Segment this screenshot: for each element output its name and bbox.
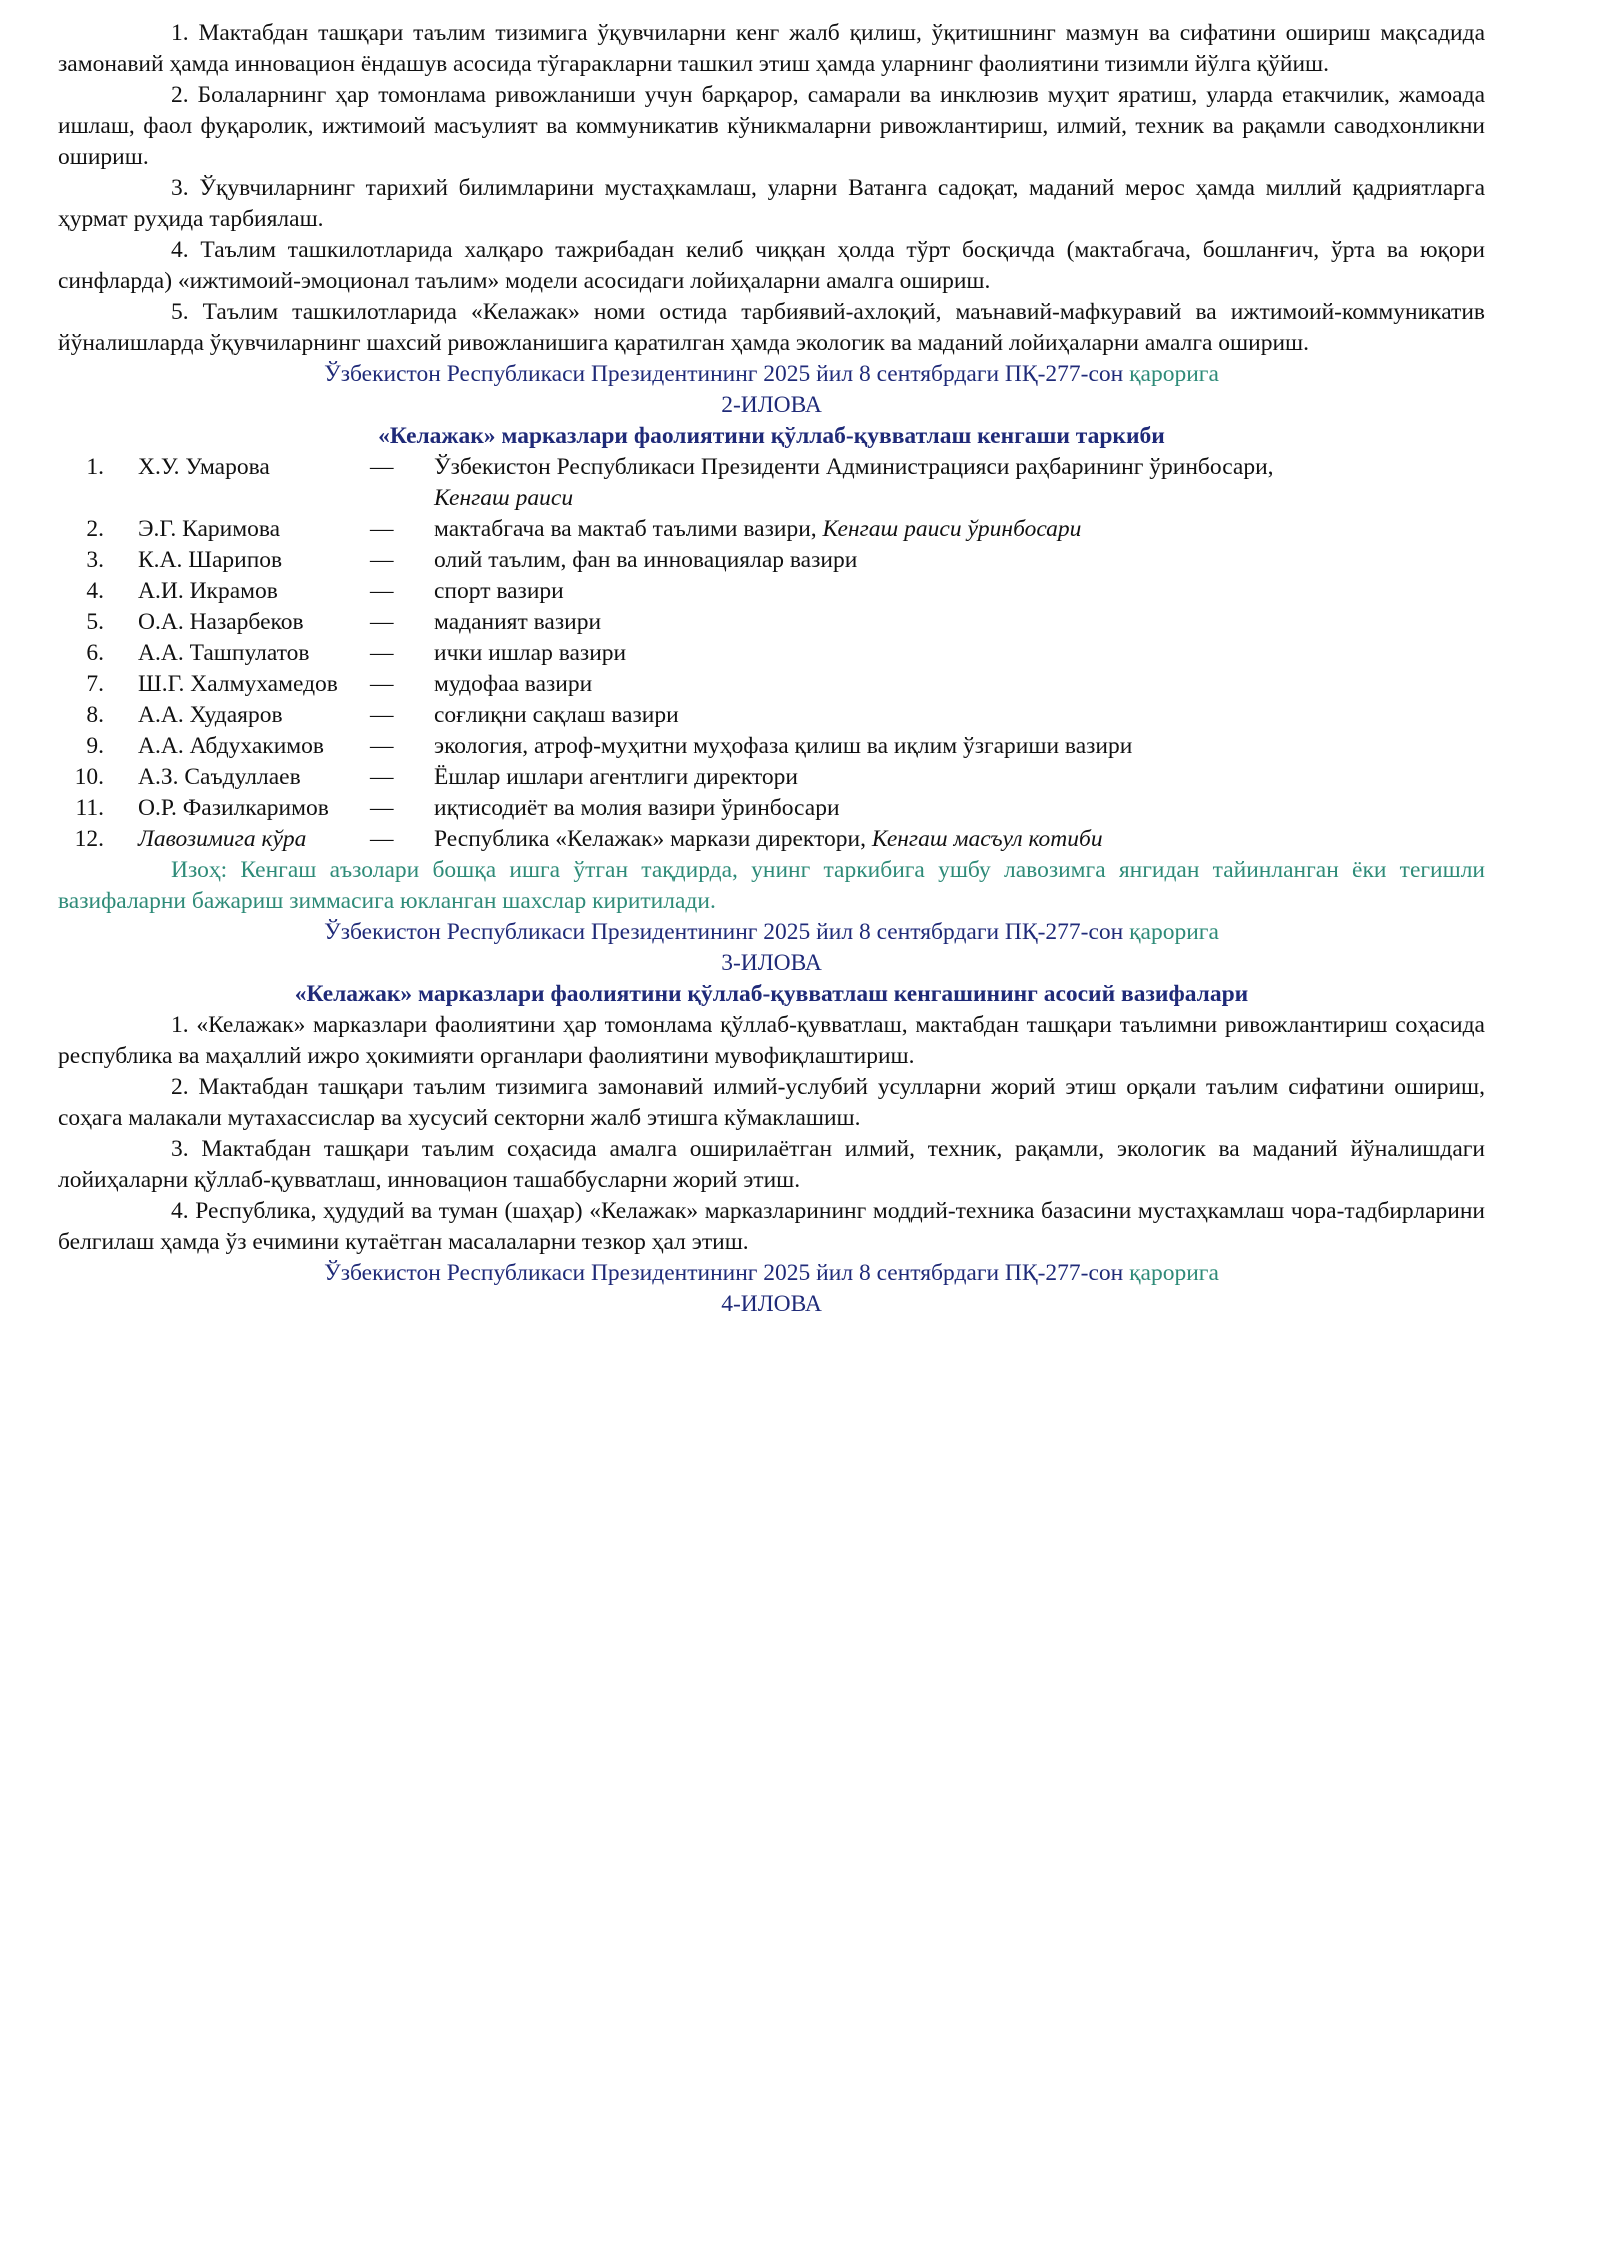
member-number: 10.	[74, 764, 104, 790]
annex-3-item-1: 1. «Келажак» марказлари фаолиятини ҳар томонлама қўллаб-қувватлаш, мактабдан ташқари таълимни ривожлантириш соҳасида республика ва маҳаллий ижро ҳокимияти органлари фаолиятини мувофиқлаштириш.	[58, 1012, 1485, 1069]
member-position: ички ишлар вазири	[434, 640, 627, 666]
member-number: 5.	[86, 609, 104, 635]
member-position: Ёшлар ишлари агентлиги директори	[434, 764, 798, 790]
member-position: спорт вазири	[434, 578, 564, 604]
member-number: 11.	[75, 795, 104, 821]
member-number: 8.	[86, 702, 104, 728]
member-position: Республика «Келажак» маркази директори,	[434, 826, 866, 852]
annex-4-reference-text: Ўзбекистон Республикаси Президентининг 2025 йил 8 сентябрдаги ПҚ-277-сон	[324, 1260, 1124, 1286]
council-member-row	[58, 762, 1485, 793]
member-dash: —	[370, 702, 394, 728]
member-dash: —	[370, 826, 394, 852]
member-name: Лавозимига кўра	[138, 826, 307, 852]
council-member-row	[58, 793, 1485, 824]
member-position-cell	[434, 824, 1485, 855]
member-position: иқтисодиёт ва молия вазири ўринбосари	[434, 795, 840, 821]
member-name: К.А. Шарипов	[138, 547, 283, 573]
council-member-row	[58, 669, 1485, 700]
member-dash: —	[370, 671, 394, 697]
member-number: 3.	[86, 547, 104, 573]
member-position-cell	[434, 576, 1485, 607]
annex-3-decree-link[interactable]: қарорига	[1129, 919, 1219, 945]
member-name: А.З. Саъдуллаев	[138, 764, 301, 790]
member-position: Ўзбекистон Республикаси Президенти Администрацияси раҳбарининг ўринбосари,	[434, 454, 1274, 480]
member-position-cell	[434, 638, 1485, 669]
member-council-role: Кенгаш раиси ўринбосари	[822, 516, 1082, 542]
member-position: соғлиқни сақлаш вазири	[434, 702, 679, 728]
intro-item-2: 2. Болаларнинг ҳар томонлама ривожланиши учун барқарор, самарали ва инклюзив муҳит яратиш, уларда етакчилик, жамоада ишлаш, фаол фуқаролик, ижтимоий масъулият ва коммуникатив кўникмаларни ривожлантириш, илмий, техник ва рақамли саводхонликни ошириш.	[58, 82, 1485, 170]
annex-3-item-2: 2. Мактабдан ташқари таълим тизимига замонавий илмий-услубий усулларни жорий этиш орқали таълим сифатини ошириш, соҳага малакали мутахассислар ва хусусий секторни жалб этишга кўмаклашиш.	[58, 1074, 1485, 1131]
member-name: А.А. Худаяров	[138, 702, 283, 728]
annex-2-note: Изоҳ: Кенгаш аъзолари бошқа ишга ўтган тақдирда, унинг таркибига ушбу лавозимга янгидан тайинланган ёки тегишли вазифаларни бажариш зиммасига юкланган шахслар киритилади.	[58, 857, 1485, 914]
member-name: А.А. Ташпулатов	[138, 640, 310, 666]
council-member-row	[58, 638, 1485, 669]
annex-2-reference-text: Ўзбекистон Республикаси Президентининг 2025 йил 8 сентябрдаги ПҚ-277-сон	[324, 361, 1124, 387]
member-dash: —	[370, 516, 394, 542]
member-position: олий таълим, фан ва инновациялар вазири	[434, 547, 858, 573]
member-position: маданият вазири	[434, 609, 602, 635]
annex-3-number: 3-ИЛОВА	[721, 950, 822, 976]
council-member-row	[58, 731, 1485, 762]
annex-3	[58, 917, 1485, 1258]
member-dash: —	[370, 640, 394, 666]
member-position: экология, атроф-муҳитни муҳофаза қилиш ва иқлим ўзгариши вазири	[434, 733, 1133, 759]
member-number: 4.	[86, 578, 104, 604]
council-member-row	[58, 576, 1485, 607]
member-dash: —	[370, 795, 394, 821]
member-number: 7.	[86, 671, 104, 697]
member-dash: —	[370, 733, 394, 759]
member-name: Э.Г. Каримова	[138, 516, 281, 542]
member-dash: —	[370, 454, 394, 480]
council-member-row	[58, 514, 1485, 545]
member-number: 1.	[86, 454, 104, 480]
member-dash: —	[370, 764, 394, 790]
member-position-cell	[434, 514, 1485, 545]
annex-2-number: 2-ИЛОВА	[721, 392, 822, 418]
intro-item-4: 4. Таълим ташкилотларида халқаро тажрибадан келиб чиққан ҳолда тўрт босқичда (мактабгача, бошланғич, ўрта ва юқори синфларда) «ижтимоий-эмоционал таълим» модели асосидаги лойиҳаларни амалга ошириш.	[58, 237, 1485, 294]
member-number: 6.	[86, 640, 104, 666]
member-position-cell	[434, 545, 1485, 576]
member-name: А.И. Икрамов	[138, 578, 278, 604]
annex-4-number: 4-ИЛОВА	[721, 1291, 822, 1317]
council-members-list	[58, 452, 1485, 855]
member-council-role: Кенгаш масъул котиби	[871, 826, 1103, 852]
member-position: мудофаа вазири	[434, 671, 593, 697]
intro-item-3: 3. Ўқувчиларнинг тарихий билимларини мустаҳкамлаш, уларни Ватанга садоқат, маданий мерос ҳамда миллий қадриятларга ҳурмат руҳида тарбиялаш.	[58, 175, 1485, 232]
annex-2	[58, 359, 1485, 917]
member-dash: —	[370, 578, 394, 604]
annex-3-item-3: 3. Мактабдан ташқари таълим соҳасида амалга оширилаётган илмий, техник, рақамли, экологик ва маданий йўналишдаги лойиҳаларни қўллаб-қувватлаш, инновацион ташаббусларни жорий этиш.	[58, 1136, 1485, 1193]
member-position-cell	[434, 452, 1485, 514]
council-member-row	[58, 824, 1485, 855]
annex-2-reference	[58, 359, 1485, 390]
intro-items	[58, 18, 1485, 359]
member-number: 12.	[74, 826, 104, 852]
member-dash: —	[370, 609, 394, 635]
member-number: 9.	[86, 733, 104, 759]
annex-3-reference	[58, 917, 1485, 948]
member-position-cell	[434, 793, 1485, 824]
annex-3-reference-text: Ўзбекистон Республикаси Президентининг 2025 йил 8 сентябрдаги ПҚ-277-сон	[324, 919, 1124, 945]
member-position-cell	[434, 669, 1485, 700]
annex-4	[58, 1258, 1485, 1320]
member-position-cell	[434, 700, 1485, 731]
annex-3-item-4: 4. Республика, ҳудудий ва туман (шаҳар) «Келажак» марказларининг моддий-техника базасини мустаҳкамлаш чора-тадбирларини белгилаш ҳамда ўз ечимини кутаётган масалаларни тезкор ҳал этиш.	[58, 1198, 1485, 1255]
member-name: А.А. Абдухакимов	[138, 733, 325, 759]
member-position-cell	[434, 762, 1485, 793]
intro-item-1: 1. Мактабдан ташқари таълим тизимига ўқувчиларни кенг жалб қилиш, ўқитишнинг мазмун ва сифатини ошириш мақсадида замонавий ҳамда инновацион ёндашув асосида тўгаракларни ташкил этиш ҳамда уларнинг фаолиятини тизимли йўлга қўйиш.	[58, 20, 1485, 77]
annex-2-decree-link[interactable]: қарорига	[1129, 361, 1219, 387]
annex-4-decree-link[interactable]: қарорига	[1129, 1260, 1219, 1286]
council-member-row	[58, 700, 1485, 731]
council-member-row	[58, 545, 1485, 576]
member-council-role: Кенгаш раиси	[434, 485, 574, 511]
annex-4-reference	[58, 1258, 1485, 1289]
member-number: 2.	[86, 516, 104, 542]
member-name: Ш.Г. Халмухамедов	[138, 671, 338, 697]
annex-3-title: «Келажак» марказлари фаолиятини қўллаб-қувватлаш кенгашининг асосий вазифалари	[294, 981, 1249, 1007]
member-name: О.А. Назарбеков	[138, 609, 304, 635]
member-name: Х.У. Умарова	[138, 454, 270, 480]
member-position: мактабгача ва мактаб таълими вазири,	[434, 516, 817, 542]
council-member-row	[58, 452, 1485, 514]
annex-2-title: «Келажак» марказлари фаолиятини қўллаб-қувватлаш кенгаши таркиби	[378, 423, 1165, 449]
member-name: О.Р. Фазилкаримов	[138, 795, 329, 821]
member-dash: —	[370, 547, 394, 573]
council-members-table	[58, 452, 1485, 855]
member-position-cell	[434, 731, 1485, 762]
member-position-cell	[434, 607, 1485, 638]
intro-item-5: 5. Таълим ташкилотларида «Келажак» номи остида тарбиявий-ахлоқий, маънавий-мафкуравий ва ижтимоий-коммуникатив йўналишларда ўқувчиларнинг шахсий ривожланишига қаратилган ҳамда экологик ва маданий лойиҳаларни амалга ошириш.	[58, 299, 1485, 356]
council-member-row	[58, 607, 1485, 638]
